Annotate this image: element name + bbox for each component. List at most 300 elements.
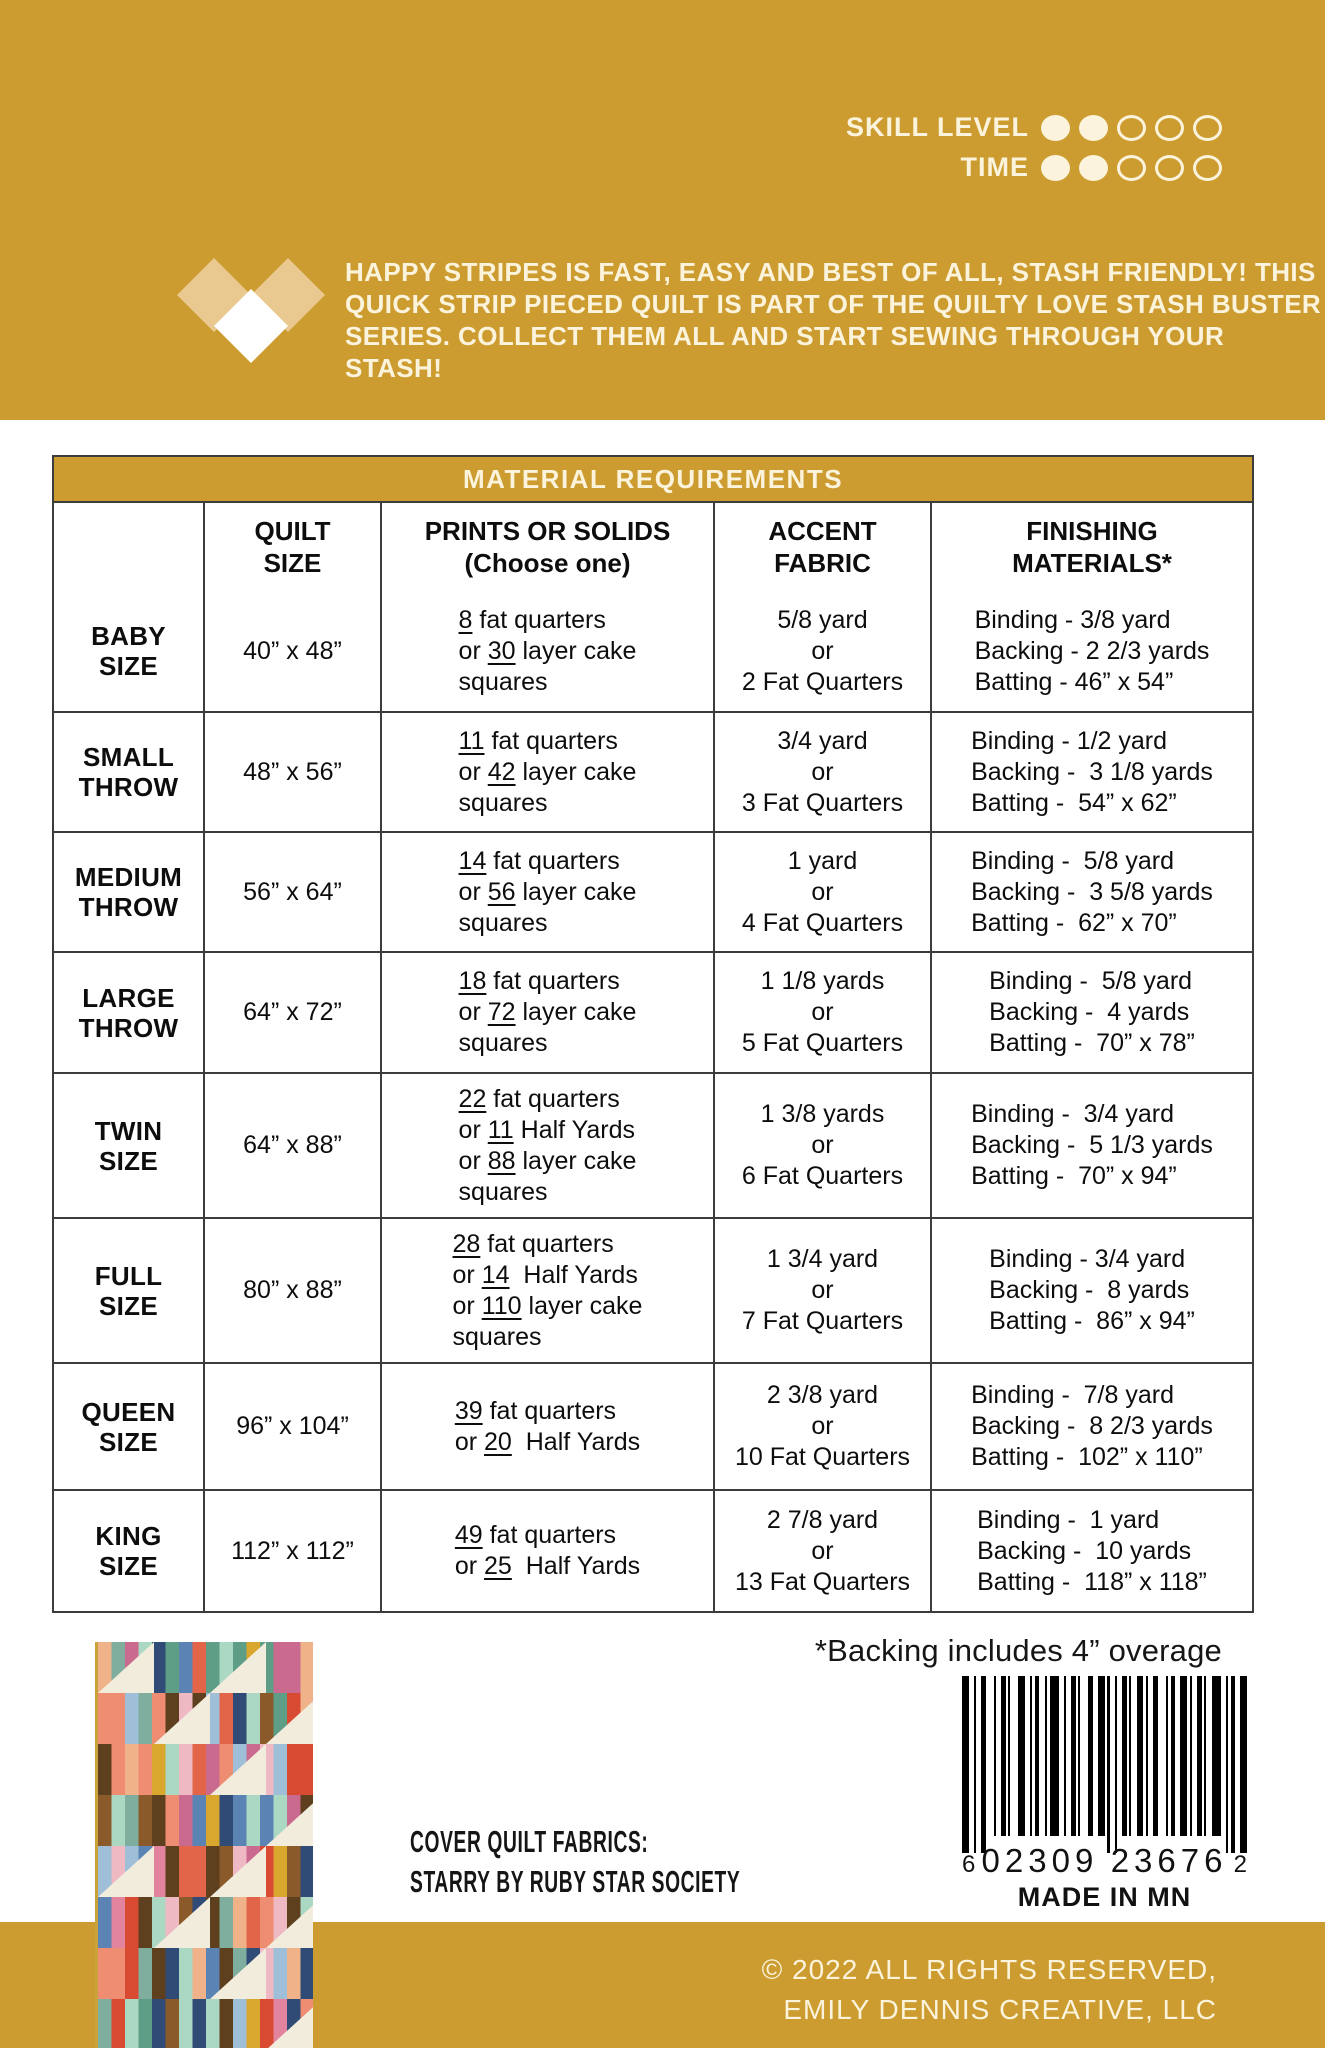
- prints-text: squares: [458, 788, 548, 817]
- prints-text: fat quarters: [482, 1521, 617, 1549]
- prints-line: [459, 908, 548, 939]
- underlined-quantity: 72: [487, 998, 516, 1026]
- prints-text: fat quarters: [472, 605, 606, 634]
- prints-text: Half Yards: [511, 1552, 641, 1580]
- finishing-lines: [975, 605, 1210, 698]
- prints-cell: [380, 833, 713, 951]
- prints-line: [459, 1177, 548, 1208]
- prints-text: fat quarters: [486, 1084, 620, 1113]
- barcode-bar: [981, 1676, 985, 1853]
- prints-text: squares: [458, 667, 548, 696]
- quilt-size-cell: [203, 833, 380, 951]
- row-label-line: KING: [95, 1521, 162, 1551]
- prints-cell: [380, 1074, 713, 1217]
- prints-lines: [459, 1084, 637, 1208]
- barcode-bar: [974, 1676, 976, 1853]
- prints-line: [459, 997, 637, 1028]
- copyright-line: © 2022 ALL RIGHTS RESERVED,: [761, 1954, 1217, 1985]
- barcode-bar: [1171, 1676, 1175, 1836]
- row-label-cell: [54, 1219, 203, 1362]
- table-body: [54, 591, 1252, 1611]
- header-line: QUILT: [254, 516, 331, 546]
- row-label-line: QUEEN: [81, 1396, 176, 1427]
- underlined-quantity: 11: [487, 1115, 514, 1144]
- barcode-bar: [1137, 1676, 1144, 1836]
- header-line: FINISHING: [1026, 516, 1158, 546]
- cover-fabrics-text: [410, 1822, 740, 1902]
- prints-line: [455, 1396, 616, 1427]
- finishing-line: Backing - 8 2/3 yards: [971, 1412, 1213, 1440]
- prints-text: Half Yards: [513, 1115, 636, 1144]
- finishing-cell: [930, 1074, 1252, 1217]
- rating-dot-filled: [1041, 115, 1070, 141]
- row-label-line: SIZE: [99, 651, 158, 681]
- accent-line: 1 yard: [787, 846, 858, 875]
- barcode-bar: [1008, 1676, 1010, 1836]
- row-label-line: SMALL: [82, 742, 175, 772]
- finishing-lines: [971, 846, 1213, 939]
- prints-lines: [459, 846, 637, 939]
- row-label-line: THROW: [78, 892, 179, 922]
- copyright-text: [762, 1950, 1217, 2030]
- underlined-quantity: 11: [458, 726, 485, 755]
- prints-line: [453, 1322, 542, 1353]
- table-row: [54, 591, 1252, 711]
- prints-text: squares: [458, 1177, 548, 1206]
- table-row: [54, 1217, 1252, 1362]
- barcode-bar: [1231, 1676, 1235, 1853]
- finishing-cell: [930, 833, 1252, 951]
- header-line: MATERIALS*: [1012, 548, 1172, 578]
- accent-fabric-cell: [713, 1219, 930, 1362]
- prints-text: layer cake: [515, 636, 637, 665]
- header-line: SIZE: [263, 548, 322, 578]
- prints-line: [459, 757, 637, 788]
- prints-text: or: [458, 757, 488, 786]
- accent-line: or: [811, 636, 834, 665]
- prints-line: [453, 1260, 638, 1291]
- accent-line: or: [811, 1131, 834, 1159]
- barcode-group-1: 02309: [981, 1842, 1099, 1879]
- barcode-digit-right: 2: [1233, 1851, 1247, 1878]
- barcode-bar: [1153, 1676, 1157, 1836]
- row-label-line: FULL: [94, 1260, 163, 1291]
- barcode-bar: [1078, 1676, 1080, 1836]
- prints-line: [459, 877, 637, 908]
- prints-text: Half Yards: [511, 1427, 641, 1456]
- accent-line: or: [811, 757, 834, 786]
- finishing-line: Batting - 46” x 54”: [974, 667, 1174, 696]
- barcode-bar: [1190, 1676, 1192, 1836]
- prints-line: [455, 1520, 616, 1551]
- prints-text: fat quarters: [486, 967, 620, 995]
- finishing-cell: [930, 953, 1252, 1072]
- quilt-size-cell: [203, 1491, 380, 1611]
- time-row: [961, 152, 1223, 183]
- barcode-bar: [1197, 1676, 1201, 1836]
- prints-line: [459, 605, 606, 636]
- row-label-cell: [54, 1074, 203, 1217]
- rating-dot-filled: [1079, 155, 1108, 181]
- prints-text: fat quarters: [484, 726, 618, 755]
- prints-text: Half Yards: [509, 1260, 638, 1289]
- row-label-line: SIZE: [99, 1551, 158, 1581]
- table-row: [54, 1362, 1252, 1489]
- header-cell-accent: [713, 503, 930, 591]
- finishing-line: Batting - 86” x 94”: [989, 1307, 1195, 1335]
- finishing-line: Batting - 54” x 62”: [971, 788, 1177, 817]
- table-row: [54, 831, 1252, 951]
- header-cell-prints: [380, 503, 713, 591]
- quilt-size-value: 80” x 88”: [243, 1276, 342, 1304]
- underlined-quantity: 39: [454, 1396, 483, 1425]
- cover-fabrics-line: STARRY BY RUBY STAR SOCIETY: [410, 1864, 741, 1899]
- barcode-bar: [1212, 1676, 1221, 1836]
- finishing-cell: [930, 713, 1252, 831]
- quilt-size-cell: [203, 1219, 380, 1362]
- row-label-line: THROW: [78, 1012, 179, 1043]
- row-label-cell: [54, 713, 203, 831]
- prints-text: or: [454, 1427, 485, 1456]
- prints-lines: [459, 726, 637, 819]
- row-label-line: SIZE: [99, 1145, 158, 1176]
- prints-text: fat quarters: [480, 1229, 614, 1258]
- prints-line: [459, 1146, 637, 1177]
- prints-text: layer cake: [515, 998, 637, 1026]
- finishing-line: Batting - 102” x 110”: [971, 1443, 1203, 1471]
- finishing-lines: [971, 1380, 1213, 1473]
- accent-fabric-cell: [713, 591, 930, 711]
- prints-line: [459, 1115, 636, 1146]
- accent-line: 3/4 yard: [777, 726, 868, 755]
- time-dots: [1041, 155, 1222, 181]
- finishing-line: Backing - 3 1/8 yards: [971, 757, 1213, 786]
- quilt-size-cell: [203, 1074, 380, 1217]
- finishing-line: Batting - 118” x 118”: [977, 1567, 1207, 1596]
- accent-fabric-cell: [713, 1491, 930, 1611]
- quilt-size-value: 48” x 56”: [243, 757, 342, 786]
- header-line: (Choose one): [464, 548, 631, 578]
- barcode-bar: [1035, 1676, 1039, 1836]
- barcode-bar: [1064, 1676, 1066, 1836]
- underlined-quantity: 20: [484, 1427, 512, 1456]
- finishing-line: Binding - 3/4 yard: [971, 1100, 1174, 1128]
- rating-dot-empty: [1117, 155, 1146, 181]
- barcode-bar: [1240, 1676, 1247, 1853]
- table-row: [54, 711, 1252, 831]
- prints-lines: [455, 1520, 640, 1582]
- header-cell-quilt-size: [203, 503, 380, 591]
- finishing-cell: [930, 1219, 1252, 1362]
- prints-text: or: [458, 1146, 488, 1175]
- barcode-group-2: 23676: [1110, 1842, 1228, 1879]
- quilt-size-value: 96” x 104”: [236, 1412, 349, 1440]
- prints-line: [459, 1028, 548, 1059]
- barcode-bar: [1122, 1676, 1126, 1836]
- accent-fabric-cell: [713, 713, 930, 831]
- row-label-line: SIZE: [99, 1426, 158, 1457]
- barcode-bar: [1045, 1676, 1047, 1836]
- row-label-line: LARGE: [82, 982, 175, 1013]
- prints-line: [459, 966, 620, 997]
- rating-dot-filled: [1079, 115, 1108, 141]
- prints-line: [455, 1427, 640, 1458]
- top-banner: [0, 0, 1325, 420]
- row-label-cell: [54, 953, 203, 1072]
- prints-text: or: [458, 877, 488, 906]
- row-label-cell: [54, 1364, 203, 1489]
- finishing-line: Backing - 4 yards: [989, 998, 1190, 1026]
- barcode: [962, 1676, 1247, 1913]
- prints-line: [459, 788, 548, 819]
- table-row: [54, 1072, 1252, 1217]
- quilt-size-value: 64” x 72”: [243, 998, 342, 1026]
- table-row: [54, 951, 1252, 1072]
- barcode-bar: [1107, 1676, 1109, 1853]
- rating-dot-filled: [1041, 155, 1070, 181]
- cover-quilt-photo: [95, 1642, 313, 2048]
- accent-line: 1 3/4 yard: [766, 1245, 879, 1273]
- intro-line: QUICK STRIP PIECED QUILT IS PART OF THE QUILTY LOVE STASH BUSTER: [345, 289, 1322, 319]
- intro-line: SERIES. COLLECT THEM ALL AND START SEWING THROUGH YOUR STASH!: [345, 321, 1225, 383]
- prints-text: or: [454, 1552, 485, 1580]
- quilt-size-cell: [203, 953, 380, 1072]
- row-label-line: MEDIUM: [74, 862, 183, 892]
- header-cell-finishing: [930, 503, 1252, 591]
- underlined-quantity: 14: [458, 846, 487, 875]
- ratings-block: [846, 112, 1222, 183]
- prints-line: [459, 726, 618, 757]
- finishing-cell: [930, 1491, 1252, 1611]
- barcode-bar: [1001, 1676, 1005, 1836]
- skill-level-row: [846, 112, 1222, 143]
- prints-text: or: [452, 1291, 482, 1320]
- prints-line: [453, 1229, 614, 1260]
- accent-line: 6 Fat Quarters: [741, 1162, 904, 1190]
- accent-line: 13 Fat Quarters: [734, 1567, 911, 1596]
- underlined-quantity: 28: [452, 1229, 481, 1258]
- underlined-quantity: 42: [487, 757, 516, 786]
- finishing-line: Binding - 1 yard: [977, 1505, 1160, 1534]
- finishing-cell: [930, 1364, 1252, 1489]
- prints-lines: [459, 966, 637, 1059]
- finishing-lines: [971, 726, 1213, 819]
- barcode-bar: [1071, 1676, 1075, 1836]
- barcode-bar: [1204, 1676, 1206, 1836]
- finishing-line: Backing - 10 yards: [977, 1536, 1192, 1565]
- accent-line: 3 Fat Quarters: [741, 788, 904, 817]
- accent-line: or: [811, 1536, 834, 1565]
- heart-logo-icon: [176, 258, 326, 364]
- row-label-line: TWIN: [94, 1115, 163, 1146]
- barcode-bar: [1180, 1676, 1187, 1836]
- material-requirements-table: [52, 455, 1254, 1613]
- accent-line: or: [811, 1276, 834, 1304]
- finishing-line: Batting - 70” x 94”: [971, 1162, 1177, 1190]
- underlined-quantity: 30: [487, 636, 516, 665]
- prints-text: fat quarters: [486, 846, 620, 875]
- barcode-bar: [1146, 1676, 1148, 1836]
- prints-text: fat quarters: [482, 1396, 617, 1425]
- barcode-bar: [1226, 1676, 1228, 1853]
- prints-text: layer cake: [521, 1291, 643, 1320]
- prints-text: or: [458, 1115, 488, 1144]
- intro-line: HAPPY STRIPES IS FAST, EASY AND BEST OF ALL, STASH FRIENDLY! THIS: [345, 257, 1316, 287]
- prints-line: [459, 1084, 620, 1115]
- prints-lines: [453, 1229, 643, 1353]
- accent-line: or: [811, 877, 834, 906]
- accent-line: 5/8 yard: [777, 605, 868, 634]
- finishing-line: Binding - 5/8 yard: [971, 846, 1174, 875]
- header-line: PRINTS OR SOLIDS: [424, 516, 671, 546]
- finishing-line: Backing - 3 5/8 yards: [971, 877, 1213, 906]
- finishing-lines: [989, 1244, 1195, 1337]
- accent-line: 2 3/8 yard: [766, 1381, 879, 1409]
- finishing-line: Binding - 3/8 yard: [974, 605, 1171, 634]
- accent-line: 4 Fat Quarters: [741, 908, 904, 937]
- underlined-quantity: 88: [487, 1146, 516, 1175]
- row-label-line: THROW: [78, 772, 179, 802]
- underlined-quantity: 110: [481, 1291, 522, 1320]
- underlined-quantity: 14: [481, 1260, 510, 1289]
- finishing-line: Batting - 70” x 78”: [989, 1029, 1195, 1057]
- prints-line: [453, 1291, 643, 1322]
- rating-dot-empty: [1155, 115, 1184, 141]
- intro-text: [345, 256, 1325, 384]
- barcode-bar: [962, 1676, 969, 1853]
- accent-line: 2 7/8 yard: [766, 1505, 879, 1534]
- prints-text: squares: [458, 908, 548, 937]
- row-label-cell: [54, 833, 203, 951]
- prints-lines: [459, 605, 637, 698]
- finishing-line: Backing - 8 yards: [989, 1276, 1190, 1304]
- prints-text: or: [458, 636, 488, 665]
- header-line: ACCENT: [768, 516, 877, 546]
- quilt-size-value: 112” x 112”: [231, 1536, 354, 1565]
- barcode-bar: [1088, 1676, 1092, 1836]
- barcode-bar: [1115, 1676, 1117, 1853]
- prints-cell: [380, 591, 713, 711]
- rating-dot-empty: [1117, 115, 1146, 141]
- quilt-size-cell: [203, 1364, 380, 1489]
- prints-cell: [380, 1364, 713, 1489]
- copyright-line: EMILY DENNIS CREATIVE, LLC: [783, 1994, 1217, 2025]
- header-line: FABRIC: [774, 548, 871, 578]
- accent-fabric-cell: [713, 1074, 930, 1217]
- prints-cell: [380, 1491, 713, 1611]
- accent-fabric-cell: [713, 1364, 930, 1489]
- prints-line: [455, 1551, 640, 1582]
- skill-level-dots: [1041, 115, 1222, 141]
- backing-footnote: *Backing includes 4” overage: [814, 1633, 1222, 1668]
- prints-cell: [380, 713, 713, 831]
- quilt-size-cell: [203, 591, 380, 711]
- accent-line: 2 Fat Quarters: [741, 667, 904, 696]
- accent-line: 1 1/8 yards: [760, 967, 885, 995]
- row-label-cell: [54, 591, 203, 711]
- prints-text: layer cake: [515, 877, 637, 906]
- barcode-bar: [994, 1676, 996, 1836]
- prints-lines: [455, 1396, 640, 1458]
- finishing-line: Backing - 5 1/3 yards: [971, 1131, 1213, 1159]
- prints-text: or: [452, 1260, 482, 1289]
- quilt-size-value: 40” x 48”: [243, 636, 342, 665]
- prints-text: or: [458, 998, 488, 1026]
- accent-line: or: [811, 1412, 834, 1440]
- rating-dot-empty: [1193, 155, 1222, 181]
- finishing-lines: [971, 1099, 1213, 1192]
- accent-line: 5 Fat Quarters: [741, 1029, 904, 1057]
- finishing-line: Binding - 7/8 yard: [971, 1381, 1174, 1409]
- skill-level-label: SKILL LEVEL: [845, 112, 1029, 142]
- underlined-quantity: 8: [458, 605, 473, 634]
- quilt-size-value: 64” x 88”: [243, 1131, 342, 1159]
- prints-cell: [380, 953, 713, 1072]
- prints-text: layer cake: [515, 1146, 637, 1175]
- accent-fabric-cell: [713, 833, 930, 951]
- table-header-row: [54, 503, 1252, 591]
- finishing-line: Batting - 62” x 70”: [971, 908, 1177, 937]
- prints-text: layer cake: [515, 757, 637, 786]
- quilt-size-value: 56” x 64”: [243, 877, 342, 906]
- barcode-bar: [1166, 1676, 1168, 1836]
- table-title: MATERIAL REQUIREMENTS: [54, 457, 1252, 503]
- made-in-label: MADE IN MN: [1017, 1882, 1192, 1912]
- header-cell-empty: [54, 503, 203, 591]
- accent-line: 1 3/8 yards: [760, 1100, 885, 1128]
- finishing-line: Binding - 5/8 yard: [989, 967, 1193, 995]
- prints-text: squares: [458, 1029, 548, 1057]
- barcode-digit-left: 6: [962, 1851, 976, 1878]
- barcode-bar: [1050, 1676, 1059, 1836]
- finishing-lines: [989, 966, 1195, 1059]
- quilt-size-cell: [203, 713, 380, 831]
- rating-dot-empty: [1193, 115, 1222, 141]
- barcode-bars: [962, 1676, 1247, 1856]
- barcode-bar: [1129, 1676, 1131, 1836]
- accent-line: 10 Fat Quarters: [734, 1443, 911, 1471]
- underlined-quantity: 25: [484, 1552, 512, 1580]
- prints-text: squares: [452, 1322, 542, 1351]
- row-label-line: SIZE: [99, 1290, 158, 1321]
- underlined-quantity: 49: [454, 1521, 483, 1549]
- prints-line: [459, 667, 548, 698]
- cover-fabrics-line: COVER QUILT FABRICS:: [410, 1824, 649, 1859]
- barcode-bar: [1098, 1676, 1105, 1836]
- barcode-bar: [1030, 1676, 1032, 1836]
- accent-line: or: [811, 998, 834, 1026]
- finishing-line: Binding - 3/4 yard: [989, 1245, 1186, 1273]
- row-label-cell: [54, 1491, 203, 1611]
- accent-fabric-cell: [713, 953, 930, 1072]
- time-label: TIME: [960, 152, 1029, 182]
- barcode-digits: [962, 1842, 1247, 1880]
- row-label-line: BABY: [91, 621, 166, 651]
- table-row: [54, 1489, 1252, 1611]
- finishing-lines: [977, 1505, 1207, 1598]
- barcode-bar: [1018, 1676, 1025, 1836]
- finishing-line: Backing - 2 2/3 yards: [974, 636, 1210, 665]
- prints-cell: [380, 1219, 713, 1362]
- underlined-quantity: 18: [458, 967, 487, 995]
- prints-line: [459, 636, 637, 667]
- accent-line: 7 Fat Quarters: [741, 1307, 904, 1335]
- finishing-cell: [930, 591, 1252, 711]
- finishing-line: Binding - 1/2 yard: [971, 726, 1168, 755]
- underlined-quantity: 22: [458, 1084, 487, 1113]
- underlined-quantity: 56: [487, 877, 516, 906]
- rating-dot-empty: [1155, 155, 1184, 181]
